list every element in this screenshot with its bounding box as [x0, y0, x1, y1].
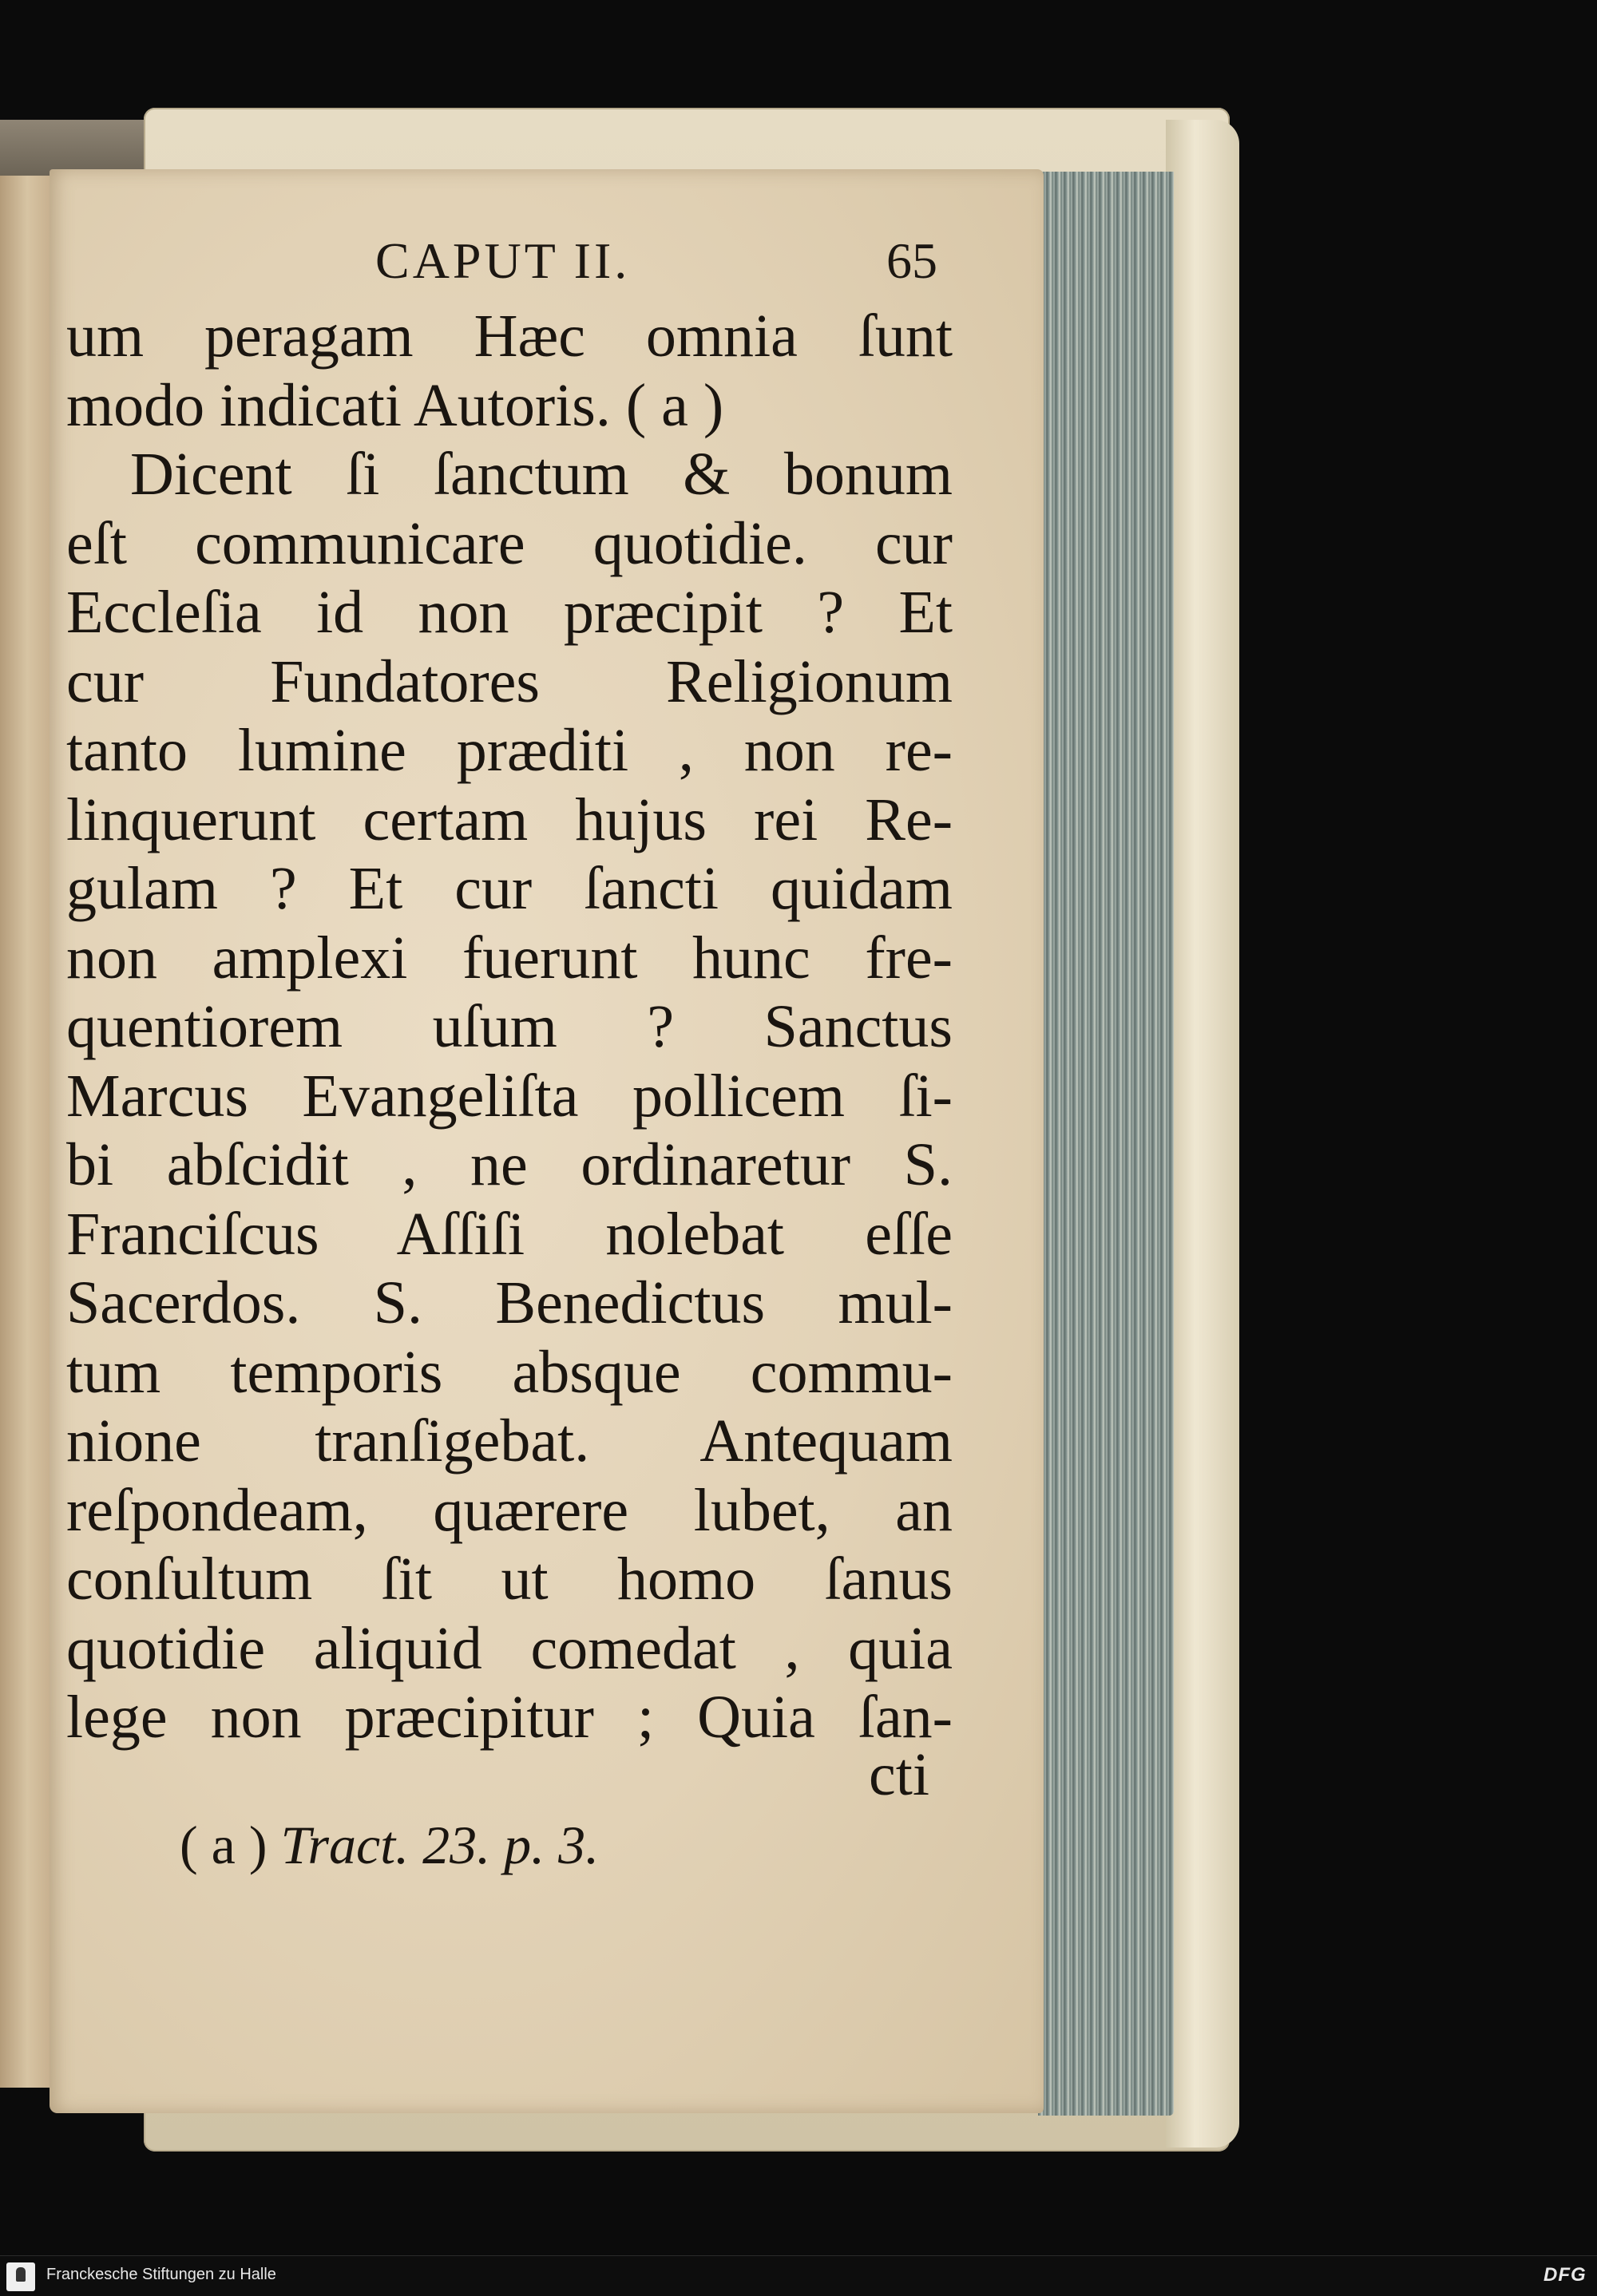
text-line: gulam ? Et cur ſancti quidam — [66, 855, 953, 922]
text-line: um peragam Hæc omnia ſunt — [66, 303, 953, 370]
text-line: non amplexi fuerunt hunc fre- — [66, 924, 953, 992]
text-line: conſultum ſit ut homo ſanus — [66, 1546, 953, 1613]
cover-fold — [1166, 120, 1239, 2148]
text-line: lege non præcipitur ; Quia ſan- — [66, 1684, 953, 1751]
body-text — [66, 302, 953, 1752]
text-line: quotidie aliquid comedat , quia — [66, 1614, 953, 1682]
text-line: eſt communicare quotidie. cur — [66, 509, 953, 577]
catchword: cti — [869, 1741, 929, 1808]
running-head: CAPUT II. — [375, 232, 631, 289]
footer-bar — [0, 2255, 1597, 2296]
text-line: nione tranſigebat. Antequam — [66, 1407, 953, 1475]
institution-name: Franckesche Stiftungen zu Halle — [46, 2266, 276, 2283]
dfg-logo: DFG — [1544, 2264, 1587, 2286]
text-line: Sacerdos. S. Benedictus mul- — [66, 1269, 953, 1336]
text-line: cur Fundatores Religionum — [66, 647, 953, 715]
footnote — [180, 1814, 599, 1877]
page-number: 65 — [886, 232, 937, 289]
text-line: tanto lumine præditi , non re- — [66, 717, 953, 784]
text-line: Eccleſia id non præcipit ? Et — [66, 579, 953, 646]
text-line: reſpondeam, quærere lubet, an — [66, 1476, 953, 1544]
page-block-edge — [1038, 172, 1174, 2116]
text-line: tum temporis absque commu- — [66, 1338, 953, 1406]
institution-logo-icon — [6, 2262, 35, 2291]
text-line: Dicent ſi ſanctum & bonum — [130, 441, 953, 508]
text-line: Franciſcus Aſſiſi nolebat eſſe — [66, 1200, 953, 1268]
footnote-marker: ( a ) — [180, 1815, 267, 1875]
text-line: linquerunt certam hujus rei Re- — [66, 786, 953, 853]
text-line: Marcus Evangeliſta pollicem ſi- — [66, 1062, 953, 1130]
text-line: bi abſcidit , ne ordinaretur S. — [66, 1131, 953, 1198]
facing-page-edge — [0, 164, 52, 2088]
text-line: modo indicati Autoris. ( a ) — [66, 371, 724, 439]
footnote-reference: Tract. 23. p. 3. — [280, 1815, 600, 1875]
text-line: quentiorem uſum ? Sanctus — [66, 993, 953, 1060]
book-spine — [0, 120, 160, 176]
